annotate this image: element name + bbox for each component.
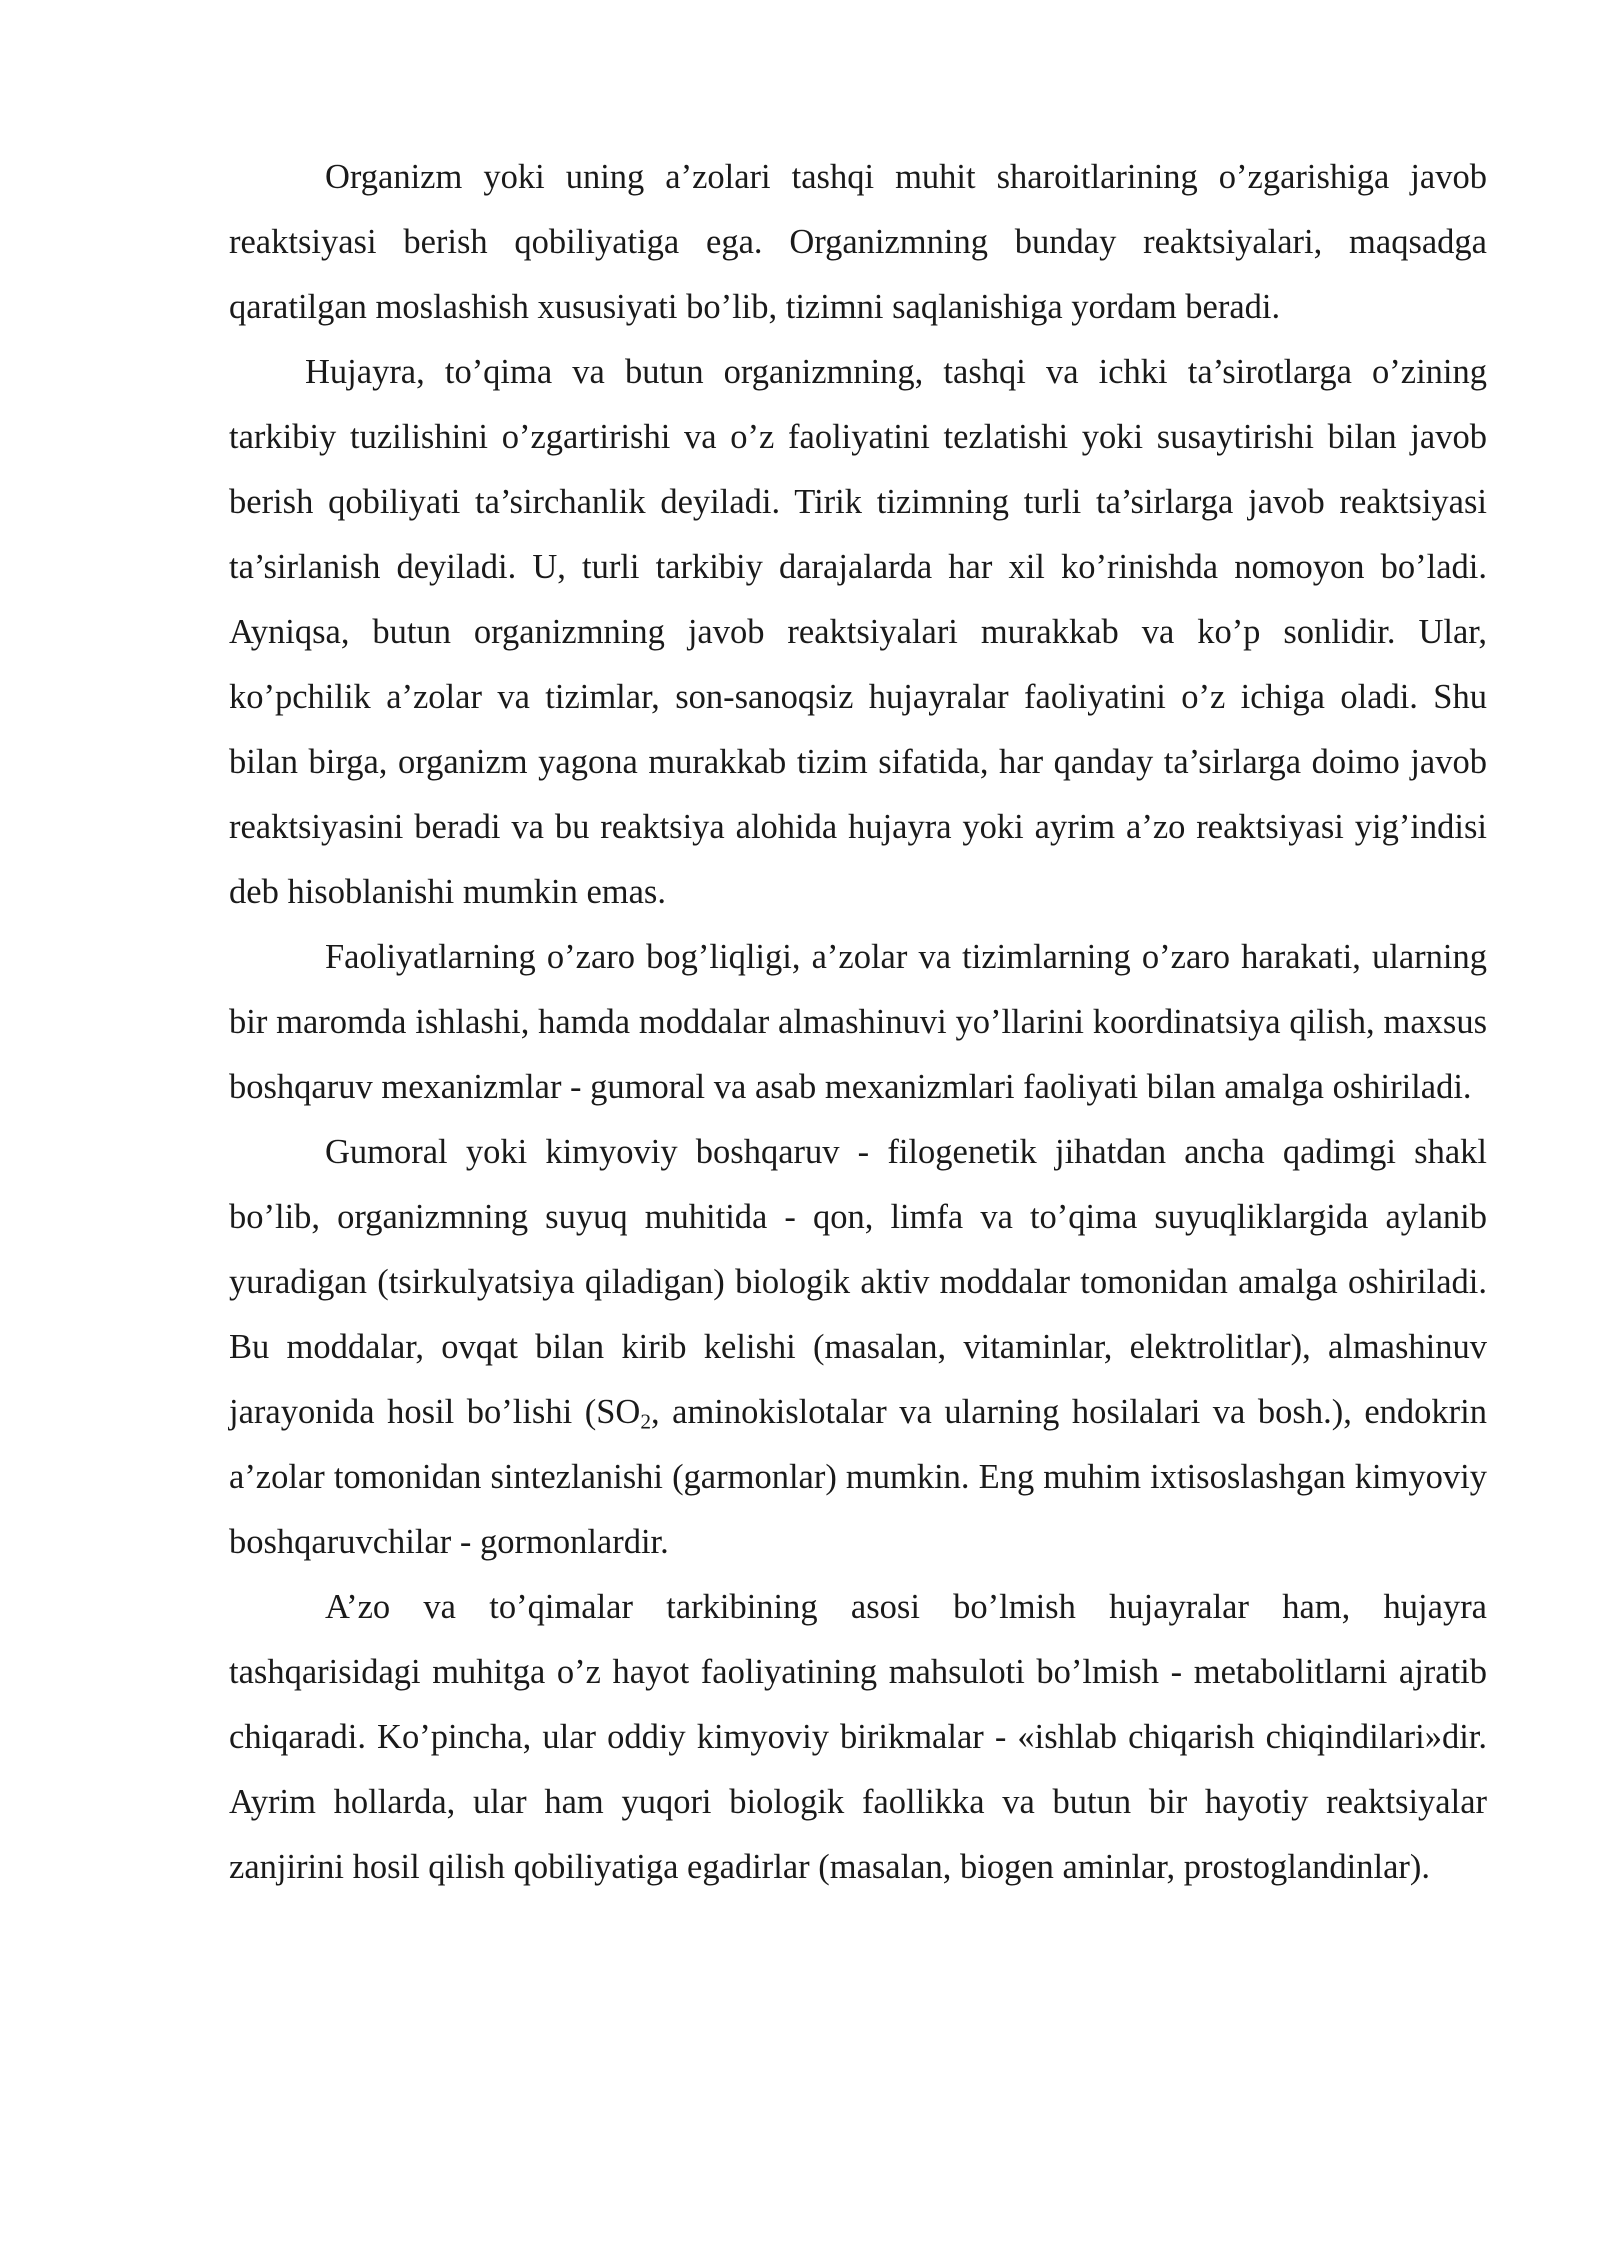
paragraph-1: Organizm yoki uning a’zolari tashqi muhit sharoitlarining o’zgarishiga javob reaktsiyasi berish qobiliyatiga ega. Organizmning bunday reaktsiyalari, maqsadga qaratilgan moslashish xususiyati bo’lib, tizimni saqlanishiga yordam beradi. <box>229 158 1487 326</box>
paragraph-5: A’zo va to’qimalar tarkibining asosi bo’lmish hujayralar ham, hujayra tashqarisidagi muhitga o’z hayot faoliyatining mahsuloti bo’lmish - metabolitlarni ajratib chiqaradi. Ko’pincha, ular oddiy kimyoviy birikmalar - «ishlab chiqarish chiqindilari»dir. Ayrim hollarda, ular ham yuqori biologik faollikka va butun bir hayotiy reaktsiyalar zanjirini hosil qilish qobiliyatiga egadirlar (masalan, biogen aminlar, prostoglandinlar). <box>229 1588 1487 1886</box>
document-page <box>229 145 1487 1900</box>
paragraph-3: Faoliyatlarning o’zaro bog’liqligi, a’zolar va tizimlarning o’zaro harakati, ularning bir maromda ishlashi, hamda moddalar almashinuvi yo’llarini koordinatsiya qilish, maxsus boshqaruv mexanizmlar - gumoral va asab mexanizmlari faoliyati bilan amalga oshiriladi. <box>229 938 1487 1106</box>
paragraph-4-text-before: Gumoral yoki kimyoviy boshqaruv - filogenetik jihatdan ancha qadimgi shakl bo’lib, organizmning suyuq muhitida - qon, limfa va to’qima suyuqliklargida aylanib yuradigan (tsirkulyatsiya qiladigan) biologik aktiv moddalar tomonidan amalga oshiriladi. Bu moddalar, ovqat bilan kirib kelishi (masalan, vitaminlar, elektrolitlar), almashinuv jarayonida hosil bo’lishi (SO <box>229 1133 1487 1431</box>
paragraph-4-text-after: , aminokislotalar va ularning hosilalari va bosh.), endokrin a’zolar tomonidan sintezlanishi (garmonlar) mumkin. Eng muhim ixtisoslashgan kimyoviy boshqaruvchilar - gormonlardir. <box>229 1393 1487 1561</box>
paragraph-2: Hujayra, to’qima va butun organizmning, tashqi va ichki ta’sirotlarga o’zining tarkibiy tuzilishini o’zgartirishi va o’z faoliyatini tezlatishi yoki susaytirishi bilan javob berish qobiliyati ta’sirchanlik deyiladi. Tirik tizimning turli ta’sirlarga javob reaktsiyasi ta’sirlanish deyiladi. U, turli tarkibiy darajalarda har xil ko’rinishda nomoyon bo’ladi. Ayniqsa, butun organizmning javob reaktsiyalari murakkab va ko’p sonlidir. Ular, ko’pchilik a’zolar va tizimlar, son-sanoqsiz hujayralar faoliyatini o’z ichiga oladi. Shu bilan birga, organizm yagona murakkab tizim sifatida, har qanday ta’sirlarga doimo javob reaktsiyasini beradi va bu reaktsiya alohida hujayra yoki ayrim a’zo reaktsiyasi yig’indisi deb hisoblanishi mumkin emas. <box>229 353 1487 911</box>
paragraph-4 <box>229 1120 1487 1575</box>
subscript-2: 2 <box>640 1409 651 1434</box>
